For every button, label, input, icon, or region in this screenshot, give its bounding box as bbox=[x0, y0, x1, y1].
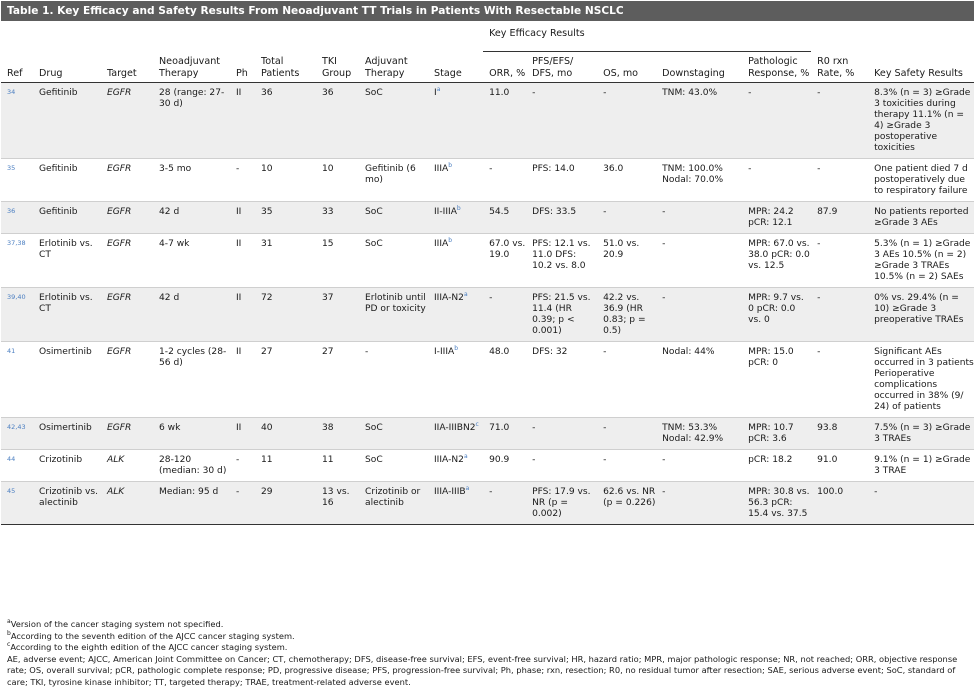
cell-adj: Gefitinib (6 mo) bbox=[359, 159, 428, 202]
cell-safety: Significant AEs occurred in 3 patients Perioperative complications occurred in 38% (9/ 24) of patients bbox=[868, 342, 974, 418]
cell-os: 36.0 bbox=[597, 159, 656, 202]
cell-neo: Median: 95 d bbox=[153, 482, 230, 525]
cell-orr: 48.0 bbox=[483, 342, 526, 418]
footnote-marker: a bbox=[463, 452, 468, 460]
cell-target: EGFR bbox=[101, 159, 153, 202]
cell-safety: - bbox=[868, 482, 974, 525]
stage-text: IIIA-N2 bbox=[434, 293, 464, 303]
cell-ph: - bbox=[230, 159, 255, 202]
key-efficacy-group-header: Key Efficacy Results bbox=[483, 22, 811, 52]
cell-r0: 93.8 bbox=[811, 418, 868, 450]
cell-neo: 1-2 cycles (28-56 d) bbox=[153, 342, 230, 418]
cell-orr: - bbox=[483, 159, 526, 202]
column-header: Key Safety Results bbox=[868, 52, 974, 83]
column-header-row bbox=[1, 52, 974, 83]
column-header: R0 rxn Rate, % bbox=[811, 52, 868, 83]
cell-target: EGFR bbox=[101, 234, 153, 288]
cell-ref bbox=[1, 418, 33, 450]
cell-tki: 15 bbox=[316, 234, 359, 288]
cell-safety: 7.5% (n = 3) ≥Grade 3 TRAEs bbox=[868, 418, 974, 450]
cell-safety: 5.3% (n = 1) ≥Grade 3 AEs 10.5% (n = 2) ≥Grade 3 TRAEs 10.5% (n = 2) SAEs bbox=[868, 234, 974, 288]
table-row bbox=[1, 202, 974, 234]
cell-ph: - bbox=[230, 450, 255, 482]
cell-safety: 8.3% (n = 3) ≥Grade 3 toxicities during therapy 11.1% (n = 4) ≥Grade 3 postoperative toxicities bbox=[868, 83, 974, 159]
cell-drug: Gefitinib bbox=[33, 202, 101, 234]
cell-stage bbox=[428, 482, 483, 525]
table-row bbox=[1, 342, 974, 418]
cell-adj: SoC bbox=[359, 83, 428, 159]
cell-stage bbox=[428, 202, 483, 234]
footnote-marker: a bbox=[436, 85, 441, 93]
cell-ref bbox=[1, 288, 33, 342]
cell-stage bbox=[428, 288, 483, 342]
reference-link[interactable]: 35 bbox=[7, 164, 16, 172]
cell-down: - bbox=[656, 202, 742, 234]
cell-os: - bbox=[597, 418, 656, 450]
cell-neo: 6 wk bbox=[153, 418, 230, 450]
cell-ref bbox=[1, 159, 33, 202]
column-header: Stage bbox=[428, 52, 483, 83]
column-header: Neoadjuvant Therapy bbox=[153, 52, 230, 83]
cell-down: TNM: 43.0% bbox=[656, 83, 742, 159]
cell-tki: 37 bbox=[316, 288, 359, 342]
cell-total: 27 bbox=[255, 342, 316, 418]
column-header: Adjuvant Therapy bbox=[359, 52, 428, 83]
cell-target: EGFR bbox=[101, 202, 153, 234]
cell-tki: 11 bbox=[316, 450, 359, 482]
stage-text: IIIA-IIIB bbox=[434, 487, 466, 497]
cell-ph: II bbox=[230, 342, 255, 418]
cell-down: TNM: 100.0% Nodal: 70.0% bbox=[656, 159, 742, 202]
efficacy-table bbox=[1, 22, 974, 525]
cell-stage bbox=[428, 83, 483, 159]
cell-neo: 28-120 (median: 30 d) bbox=[153, 450, 230, 482]
cell-pfs: DFS: 33.5 bbox=[526, 202, 597, 234]
cell-total: 31 bbox=[255, 234, 316, 288]
cell-orr: 54.5 bbox=[483, 202, 526, 234]
cell-target: EGFR bbox=[101, 288, 153, 342]
table-body bbox=[1, 83, 974, 525]
cell-ref bbox=[1, 450, 33, 482]
stage-text: I-IIIA bbox=[434, 347, 455, 357]
cell-path: - bbox=[742, 159, 811, 202]
cell-neo: 3-5 mo bbox=[153, 159, 230, 202]
cell-os: - bbox=[597, 202, 656, 234]
cell-neo: 4-7 wk bbox=[153, 234, 230, 288]
cell-drug: Crizotinib bbox=[33, 450, 101, 482]
abbreviations-note: AE, adverse event; AJCC, American Joint Committee on Cancer; CT, chemotherapy; DFS, disease-free survival; EFS, event-free survival; HR, hazard ratio; MPR, major pathologic response; NR, not reached; ORR, objective response rate; OS, overall survival; pCR, pathologic complete response; PD, progressive disease; PFS, progression-free survival; Ph, phase; rxn, resection; R0, no residual tumor after resection; SAE, serious adverse event; SoC, standard of care; TKI, tyrosine kinase inhibitor; TT, targeted therapy; TRAE, treatment-related adverse event. bbox=[7, 653, 958, 687]
reference-link[interactable]: 34 bbox=[7, 88, 16, 96]
cell-drug: Erlotinib vs. CT bbox=[33, 234, 101, 288]
cell-ph: II bbox=[230, 418, 255, 450]
cell-target: EGFR bbox=[101, 83, 153, 159]
cell-total: 11 bbox=[255, 450, 316, 482]
cell-os: - bbox=[597, 83, 656, 159]
cell-down: - bbox=[656, 234, 742, 288]
cell-tki: 38 bbox=[316, 418, 359, 450]
cell-stage bbox=[428, 159, 483, 202]
reference-link[interactable]: 39,40 bbox=[7, 293, 26, 301]
cell-ref bbox=[1, 234, 33, 288]
cell-tki: 36 bbox=[316, 83, 359, 159]
cell-r0: 87.9 bbox=[811, 202, 868, 234]
cell-pfs: PFS: 17.9 vs. NR (p = 0.002) bbox=[526, 482, 597, 525]
column-header: Downstaging bbox=[656, 52, 742, 83]
cell-pfs: - bbox=[526, 418, 597, 450]
cell-orr: - bbox=[483, 288, 526, 342]
cell-adj: SoC bbox=[359, 234, 428, 288]
cell-path: MPR: 67.0 vs. 38.0 pCR: 0.0 vs. 12.5 bbox=[742, 234, 811, 288]
cell-drug: Gefitinib bbox=[33, 83, 101, 159]
cell-target: ALK bbox=[101, 482, 153, 525]
footnote-marker: b bbox=[456, 204, 461, 212]
column-header: OS, mo bbox=[597, 52, 656, 83]
cell-target: EGFR bbox=[101, 418, 153, 450]
cell-down: - bbox=[656, 450, 742, 482]
cell-ref bbox=[1, 202, 33, 234]
cell-stage bbox=[428, 234, 483, 288]
table-title: Table 1. Key Efficacy and Safety Results From Neoadjuvant TT Trials in Patients With Resectable NSCLC bbox=[1, 1, 974, 21]
footnote-marker: b bbox=[448, 236, 453, 244]
cell-target: ALK bbox=[101, 450, 153, 482]
cell-path: MPR: 9.7 vs. 0 pCR: 0.0 vs. 0 bbox=[742, 288, 811, 342]
cell-target: EGFR bbox=[101, 342, 153, 418]
cell-orr: 67.0 vs. 19.0 bbox=[483, 234, 526, 288]
cell-pfs: PFS: 21.5 vs. 11.4 (HR 0.39; p < 0.001) bbox=[526, 288, 597, 342]
stage-text: II-IIIA bbox=[434, 207, 457, 217]
cell-orr: - bbox=[483, 482, 526, 525]
stage-text: IIIA bbox=[434, 239, 449, 249]
cell-r0: - bbox=[811, 234, 868, 288]
cell-adj: Crizotinib or alectinib bbox=[359, 482, 428, 525]
cell-stage bbox=[428, 418, 483, 450]
cell-ph: II bbox=[230, 83, 255, 159]
cell-drug: Gefitinib bbox=[33, 159, 101, 202]
stage-text: IIA-IIIBN2 bbox=[434, 423, 476, 433]
cell-neo: 42 d bbox=[153, 288, 230, 342]
cell-safety: 9.1% (n = 1) ≥Grade 3 TRAE bbox=[868, 450, 974, 482]
cell-neo: 28 (range: 27-30 d) bbox=[153, 83, 230, 159]
cell-path: MPR: 15.0 pCR: 0 bbox=[742, 342, 811, 418]
reference-link[interactable]: 45 bbox=[7, 487, 16, 495]
footnote-a: $^a$Version of the cancer staging system not specified. bbox=[7, 618, 224, 629]
footnote-marker: c bbox=[475, 420, 479, 428]
footnotes bbox=[7, 619, 969, 689]
cell-drug: Crizotinib vs. alectinib bbox=[33, 482, 101, 525]
column-header: Drug bbox=[33, 52, 101, 83]
cell-path: pCR: 18.2 bbox=[742, 450, 811, 482]
cell-down: - bbox=[656, 288, 742, 342]
column-header: Pathologic Response, % bbox=[742, 52, 811, 83]
cell-drug: Erlotinib vs. CT bbox=[33, 288, 101, 342]
table-row bbox=[1, 482, 974, 525]
cell-path: MPR: 10.7 pCR: 3.6 bbox=[742, 418, 811, 450]
cell-adj: SoC bbox=[359, 418, 428, 450]
footnote-c: $^c$According to the eighth edition of the AJCC cancer staging system. bbox=[7, 641, 288, 653]
footnote-marker: a bbox=[463, 290, 468, 298]
cell-tki: 13 vs. 16 bbox=[316, 482, 359, 525]
column-header: Target bbox=[101, 52, 153, 83]
cell-os: - bbox=[597, 342, 656, 418]
cell-adj: SoC bbox=[359, 202, 428, 234]
reference-link[interactable]: 44 bbox=[7, 455, 16, 463]
cell-ph: - bbox=[230, 482, 255, 525]
reference-link[interactable]: 36 bbox=[7, 207, 16, 215]
cell-safety: 0% vs. 29.4% (n = 10) ≥Grade 3 preoperative TRAEs bbox=[868, 288, 974, 342]
table-row bbox=[1, 83, 974, 159]
cell-r0: 91.0 bbox=[811, 450, 868, 482]
cell-stage bbox=[428, 342, 483, 418]
table-row bbox=[1, 288, 974, 342]
footnote-marker: b bbox=[454, 344, 459, 352]
cell-total: 10 bbox=[255, 159, 316, 202]
stage-text: IIIA bbox=[434, 164, 449, 174]
column-header: TKI Group bbox=[316, 52, 359, 83]
cell-orr: 11.0 bbox=[483, 83, 526, 159]
cell-ph: II bbox=[230, 234, 255, 288]
cell-pfs: - bbox=[526, 450, 597, 482]
cell-drug: Osimertinib bbox=[33, 418, 101, 450]
cell-adj: SoC bbox=[359, 450, 428, 482]
footnote-b: $^b$According to the seventh edition of the AJCC cancer staging system. bbox=[7, 629, 295, 641]
footnote-marker: a bbox=[465, 484, 470, 492]
reference-link[interactable]: 41 bbox=[7, 347, 16, 355]
cell-tki: 10 bbox=[316, 159, 359, 202]
table-row bbox=[1, 159, 974, 202]
cell-tki: 33 bbox=[316, 202, 359, 234]
cell-orr: 71.0 bbox=[483, 418, 526, 450]
cell-safety: One patient died 7 d postoperatively due to respiratory failure bbox=[868, 159, 974, 202]
stage-text: IIIA-N2 bbox=[434, 455, 464, 465]
footnote-marker: b bbox=[448, 161, 453, 169]
column-header: Ref bbox=[1, 52, 33, 83]
cell-ref bbox=[1, 83, 33, 159]
table-row bbox=[1, 234, 974, 288]
cell-r0: - bbox=[811, 342, 868, 418]
cell-orr: 90.9 bbox=[483, 450, 526, 482]
cell-ref bbox=[1, 482, 33, 525]
cell-total: 72 bbox=[255, 288, 316, 342]
cell-down: - bbox=[656, 482, 742, 525]
cell-path: - bbox=[742, 83, 811, 159]
cell-r0: - bbox=[811, 288, 868, 342]
cell-adj: - bbox=[359, 342, 428, 418]
cell-drug: Osimertinib bbox=[33, 342, 101, 418]
cell-adj: Erlotinib until PD or toxicity bbox=[359, 288, 428, 342]
cell-down: Nodal: 44% bbox=[656, 342, 742, 418]
cell-r0: - bbox=[811, 159, 868, 202]
cell-pfs: PFS: 14.0 bbox=[526, 159, 597, 202]
cell-total: 29 bbox=[255, 482, 316, 525]
cell-path: MPR: 24.2 pCR: 12.1 bbox=[742, 202, 811, 234]
cell-stage bbox=[428, 450, 483, 482]
cell-total: 36 bbox=[255, 83, 316, 159]
cell-total: 35 bbox=[255, 202, 316, 234]
cell-ph: II bbox=[230, 202, 255, 234]
table-row bbox=[1, 418, 974, 450]
column-header: PFS/EFS/ DFS, mo bbox=[526, 52, 597, 83]
cell-down: TNM: 53.3% Nodal: 42.9% bbox=[656, 418, 742, 450]
cell-os: - bbox=[597, 450, 656, 482]
cell-pfs: - bbox=[526, 83, 597, 159]
cell-safety: No patients reported ≥Grade 3 AEs bbox=[868, 202, 974, 234]
cell-total: 40 bbox=[255, 418, 316, 450]
cell-os: 62.6 vs. NR (p = 0.226) bbox=[597, 482, 656, 525]
table-row bbox=[1, 450, 974, 482]
cell-tki: 27 bbox=[316, 342, 359, 418]
stage-text: I bbox=[434, 88, 437, 98]
column-header: Total Patients bbox=[255, 52, 316, 83]
cell-pfs: DFS: 32 bbox=[526, 342, 597, 418]
cell-path: MPR: 30.8 vs. 56.3 pCR: 15.4 vs. 37.5 bbox=[742, 482, 811, 525]
column-header: Ph bbox=[230, 52, 255, 83]
cell-pfs: PFS: 12.1 vs. 11.0 DFS: 10.2 vs. 8.0 bbox=[526, 234, 597, 288]
cell-r0: 100.0 bbox=[811, 482, 868, 525]
reference-link[interactable]: 42,43 bbox=[7, 423, 26, 431]
cell-neo: 42 d bbox=[153, 202, 230, 234]
cell-ref bbox=[1, 342, 33, 418]
reference-link[interactable]: 37,38 bbox=[7, 239, 26, 247]
cell-os: 42.2 vs. 36.9 (HR 0.83; p = 0.5) bbox=[597, 288, 656, 342]
column-header: ORR, % bbox=[483, 52, 526, 83]
cell-os: 51.0 vs. 20.9 bbox=[597, 234, 656, 288]
cell-ph: II bbox=[230, 288, 255, 342]
cell-r0: - bbox=[811, 83, 868, 159]
